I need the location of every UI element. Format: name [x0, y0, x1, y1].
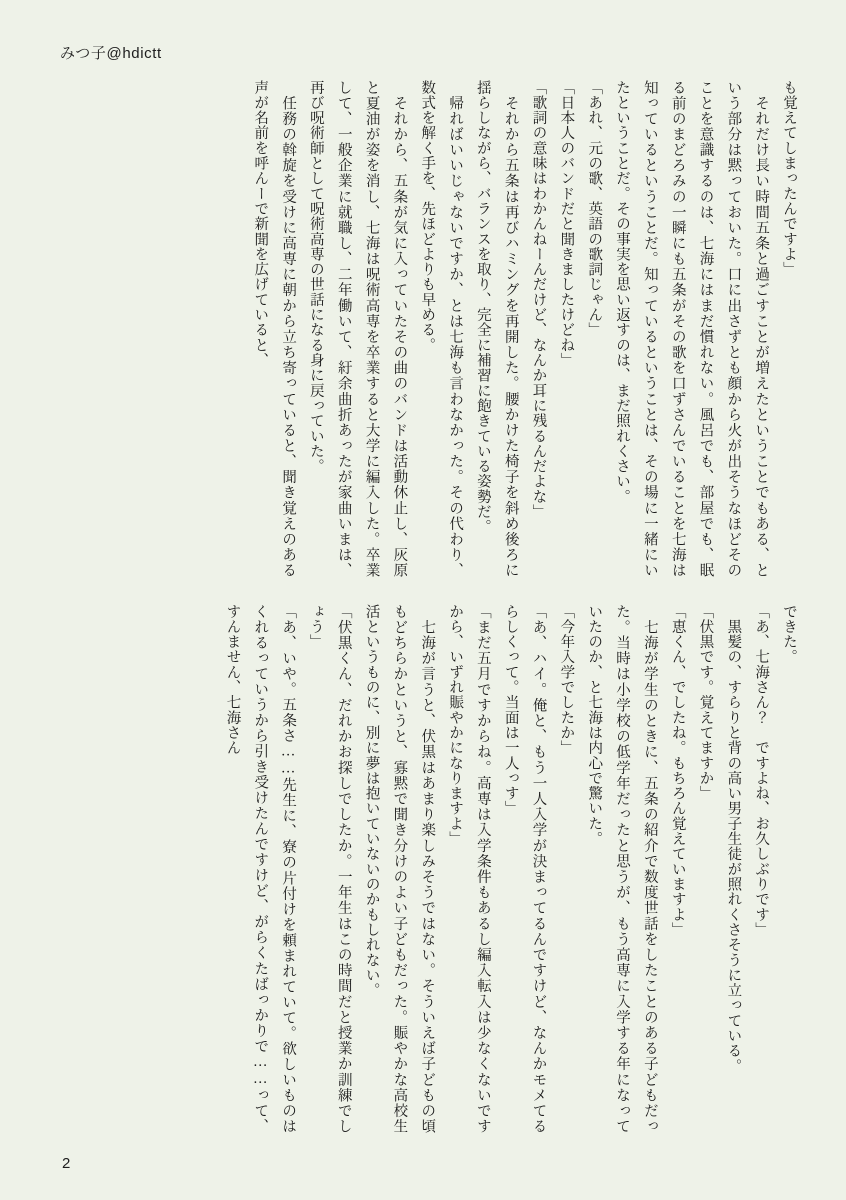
paragraph: それだけ長い時間五条と過ごすことが増えたということでもある、という部分は黙っておいた。口に出さずとも顔から火が出そうなほどそのことを意識するのは、七海にはまだ慣れない。風呂でも、部屋でも、眠る前のまどろみの一瞬にも五条がその歌を口ずさんでいることを七海は知っているということだ。知っているということは、その場に一緒にいたということだ。その事実を思い返すのは、まだ照れくさい。: [614, 80, 770, 578]
paragraph: それから五条は再びハミングを再開した。腰かけた椅子を斜め後ろに揺らしながら、バランスを取り、完全に補習に飽きている姿勢だ。: [474, 80, 519, 578]
paragraph: 「あ、七海さん？ ですよね、お久しぶりです」: [753, 604, 770, 938]
author-handle: みつ子@hdictt: [60, 45, 162, 62]
paragraph: 「あ、いや。五条さ……先生に、寮の片付けを頼まれていて。欲しいものはくれるっていうから引き受けたんですけど、がらくたばっかりで……って、すんません、七海さん: [224, 604, 297, 1134]
paragraph: 「伏黒くん、だれかお探しでしたか。一年生はこの時間だと授業か訓練でしょう」: [307, 604, 352, 1134]
paragraph: 「今年入学でしたか」: [558, 604, 575, 756]
paragraph: 七海が言うと、伏黒はあまり楽しみそうではない。そういえば子どもの頃もどちらかというと、寡黙で聞き分けのよい子どもだった。賑やかな高校生活というものに、別に夢は抱いていないのかもしれない。: [363, 604, 436, 1134]
paragraph: 「伏黒です。覚えてますか」: [697, 604, 714, 801]
text-block-lower: [48, 604, 802, 1134]
paragraph: 「歌詞の意味はわかんねーんだけど、なんか耳に残るんだよな」: [530, 80, 547, 520]
paragraph: それから、五条が気に入っていたその曲のバンドは活動休止し、灰原と夏油が姿を消し、七海は呪術高専を卒業すると大学に編入した。卒業して、一般企業に就職し、二年働いて、紆余曲折あったが家曲いまは、再び呪術師として呪術高専の世話になる身に戻っていた。: [307, 80, 408, 578]
paragraph: 「あれ、元の歌、英語の歌詞じゃん」: [586, 80, 603, 338]
paragraph: 七海が学生のときに、五条の紹介で数度世話をしたことのある子どもだった。当時は小学校の低学年だったと思うが、もう高専に入学する年になっていたのか、と七海は内心で驚いた。: [586, 604, 658, 1134]
paragraph: 「恵くん、でしたね。もちろん覚えていますよ」: [669, 604, 686, 938]
paragraph: 黒髪の、すらりと背の高い男子生徒が照れくさそうに立っている。: [725, 604, 742, 1074]
paragraph: 「あ、ハイ。俺と、もう一人入学が決まってるんですけど、なんかモメてるらしくって。当面は一人っす」: [502, 604, 547, 1134]
paragraph: 「日本人のバンドだと聞きましたけどね」: [558, 80, 575, 368]
text-block-upper: [48, 78, 802, 578]
page-number: 2: [62, 1155, 71, 1172]
paragraph: 任務の斡旋を受けに高専に朝から立ち寄っていると、聞き覚えのある声が名前を呼んーで新聞を広げていると、: [252, 80, 297, 578]
paragraph: 「まだ五月ですからね。高専は入学条件もあるし編入転入は少なくないですから、いずれ賑やかになりますよ」: [447, 604, 491, 1134]
novel-text-body: [48, 78, 802, 1142]
paragraph: も覚えてしまったんですよ」: [781, 80, 797, 277]
paragraph: できた。: [781, 604, 797, 665]
paragraph: 帰ればいいじゃないですか、とは七海も言わなかった。その代わり、数式を解く手を、先ほどよりも早める。: [419, 80, 464, 578]
